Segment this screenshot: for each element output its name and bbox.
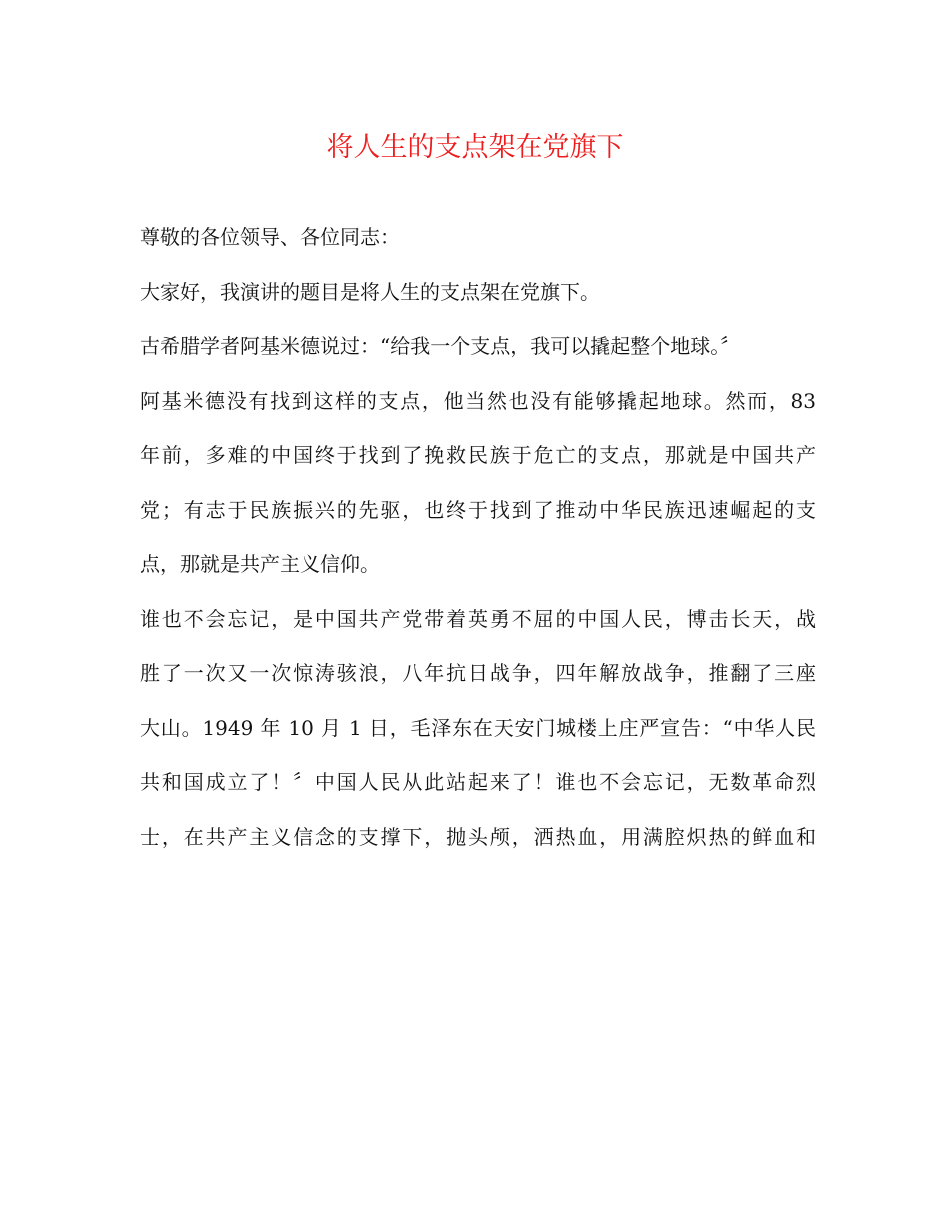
paragraph-line: 点，那就是共产主义信仰。 bbox=[140, 552, 380, 576]
speech-body bbox=[140, 210, 816, 864]
paragraph-line: 共和国成立了！〞中国人民从此站起来了！谁也不会忘记，无数革命烈 bbox=[140, 770, 816, 794]
paragraph-line: 古希腊学者阿基米德说过：“给我一个支点，我可以撬起整个地球。〞 bbox=[140, 334, 741, 358]
paragraph-line: 大家好，我演讲的题目是将人生的支点架在党旗下。 bbox=[140, 279, 600, 304]
page-title: 将人生的支点架在党旗下 bbox=[326, 132, 624, 163]
paragraph-line: 士，在共产主义信念的支撑下，抛头颅，洒热血，用满腔炽热的鲜血和 bbox=[140, 824, 816, 849]
salutation-line: 尊敬的各位领导、各位同志： bbox=[140, 225, 400, 249]
paragraph-line: 党；有志于民族振兴的先驱，也终于找到了推动中华民族迅速崛起的支 bbox=[140, 497, 816, 522]
paragraph-line: 阿基米德没有找到这样的支点，他当然也没有能够撬起地球。然而，83 bbox=[140, 388, 816, 413]
paragraph-line: 大山。1949 年 10 月 1 日，毛泽东在天安门城楼上庄严宣告：“中华人民 bbox=[140, 715, 816, 740]
paragraph-line: 胜了一次又一次惊涛骇浪，八年抗日战争，四年解放战争，推翻了三座 bbox=[140, 661, 816, 685]
paragraph-line: 谁也不会忘记，是中国共产党带着英勇不屈的中国人民，博击长天，战 bbox=[140, 606, 816, 631]
paragraph-line: 年前，多难的中国终于找到了挽救民族于危亡的支点，那就是中国共产 bbox=[140, 443, 816, 467]
